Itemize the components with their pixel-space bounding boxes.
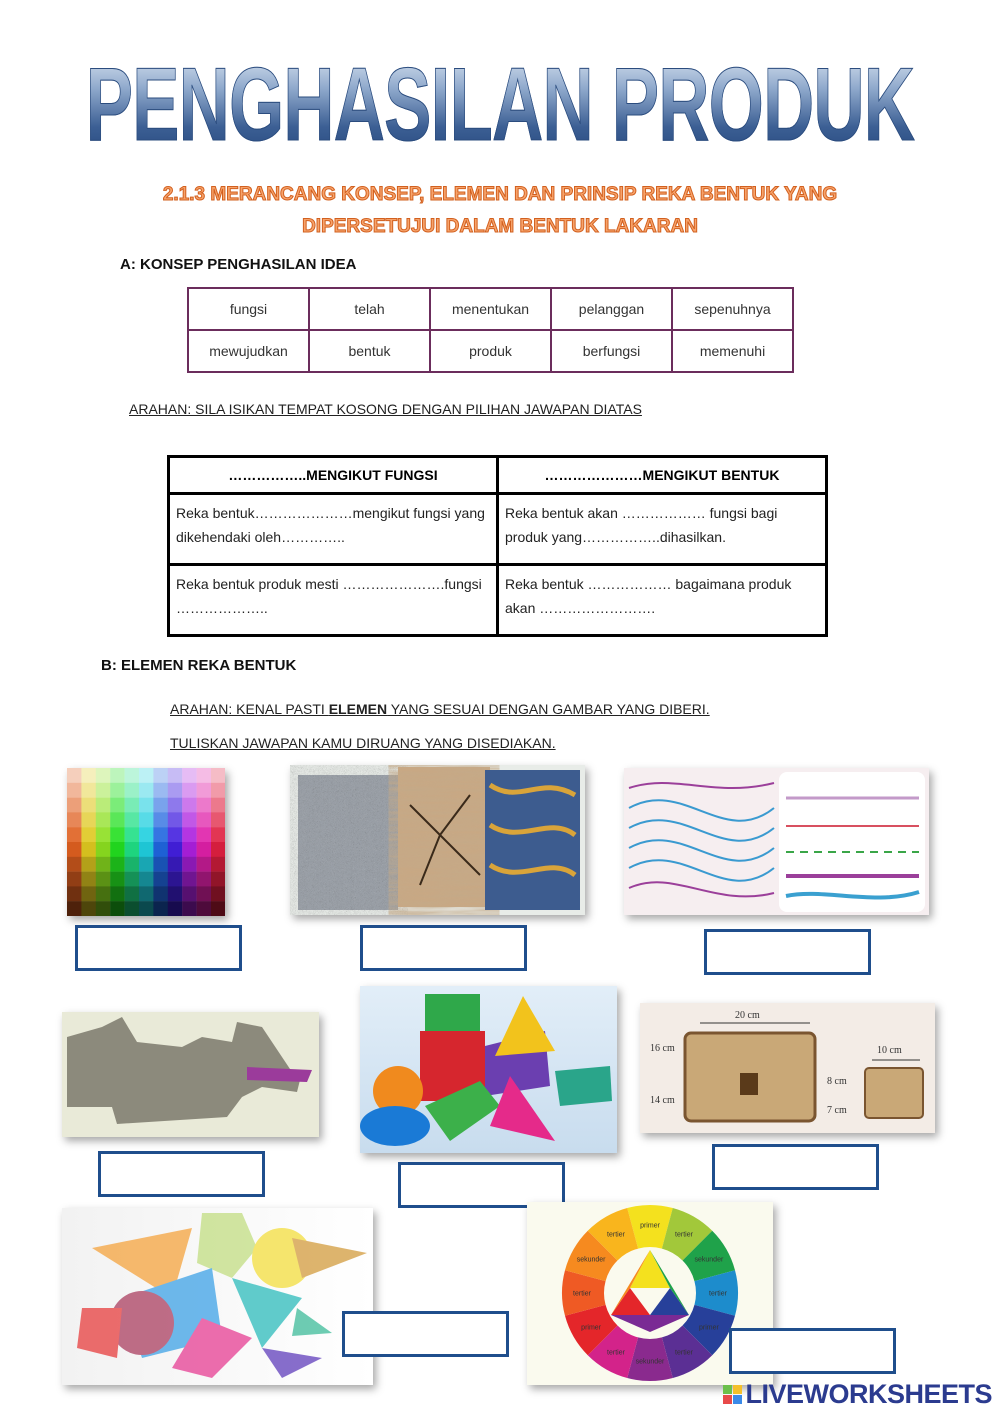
palette-swatch (110, 768, 125, 783)
palette-swatch (125, 798, 140, 813)
palette-swatch (211, 768, 225, 783)
palette-swatch (153, 768, 168, 783)
palette-swatch (197, 812, 212, 827)
3d-forms-image (360, 986, 617, 1153)
answer-box-8[interactable] (729, 1328, 896, 1374)
palette-swatch (182, 783, 197, 798)
palette-swatch (67, 842, 82, 857)
palette-swatch (96, 827, 111, 842)
wheel-label: primer (640, 1222, 660, 1230)
palette-swatch (67, 857, 82, 872)
palette-swatch (153, 812, 168, 827)
palette-swatch (81, 857, 96, 872)
dim-label: 16 cm (650, 1043, 675, 1054)
palette-swatch (153, 857, 168, 872)
shape-image (62, 1012, 319, 1137)
palette-swatch (96, 768, 111, 783)
instruction-a: ARAHAN: SILA ISIKAN TEMPAT KOSONG DENGAN PILIHAN JAWAPAN DIATAS (129, 401, 642, 417)
palette-swatch (168, 783, 183, 798)
wheel-label: tertier (709, 1290, 727, 1298)
palette-swatch (139, 827, 154, 842)
palette-swatch (139, 768, 154, 783)
palette-swatch (81, 798, 96, 813)
palette-swatch (182, 842, 197, 857)
answer-box-7[interactable] (342, 1311, 509, 1357)
palette-swatch (182, 872, 197, 887)
fill-cell[interactable]: Reka bentuk…………………mengikut fungsi yang dikehendaki oleh………….. (169, 494, 498, 565)
subtitle-line1: 2.1.3 MERANCANG KONSEP, ELEMEN DAN PRINSIP REKA BENTUK YANG (162, 184, 838, 205)
palette-swatch (182, 812, 197, 827)
palette-swatch (125, 783, 140, 798)
palette-swatch (67, 901, 82, 916)
wheel-label: primer (698, 1324, 719, 1332)
overlapping-shapes-image (62, 1208, 373, 1385)
palette-swatch (139, 901, 154, 916)
palette-swatch (197, 768, 212, 783)
palette-swatch (139, 872, 154, 887)
palette-swatch (96, 798, 111, 813)
answer-box-6[interactable] (712, 1144, 879, 1190)
palette-swatch (197, 842, 212, 857)
palette-swatch (81, 827, 96, 842)
palette-swatch (96, 783, 111, 798)
palette-swatch (139, 842, 154, 857)
instruction-b (170, 701, 710, 717)
palette-swatch (168, 827, 183, 842)
fill-cell[interactable]: Reka bentuk akan ……………… fungsi bagi produk yang……………..dihasilkan. (498, 494, 827, 565)
palette-swatch (110, 812, 125, 827)
section-a-heading: A: KONSEP PENGHASILAN IDEA (120, 256, 357, 273)
palette-swatch (139, 857, 154, 872)
palette-swatch (182, 857, 197, 872)
word: pelanggan (551, 288, 672, 330)
palette-swatch (211, 842, 225, 857)
palette-swatch (197, 783, 212, 798)
palette-swatch (67, 886, 82, 901)
dim-label: 8 cm (827, 1076, 847, 1087)
palette-swatch (110, 901, 125, 916)
palette-swatch (96, 872, 111, 887)
word: fungsi (188, 288, 309, 330)
palette-swatch (153, 783, 168, 798)
palette-swatch (139, 783, 154, 798)
palette-swatch (153, 798, 168, 813)
palette-swatch (110, 886, 125, 901)
palette-swatch (125, 768, 140, 783)
palette-swatch (67, 812, 82, 827)
palette-swatch (211, 886, 225, 901)
palette-swatch (125, 872, 140, 887)
palette-swatch (125, 812, 140, 827)
word: telah (309, 288, 430, 330)
page-title: PENGHASILAN PRODUK (85, 47, 915, 163)
instruction-bold: ELEMEN (328, 701, 388, 717)
palette-swatch (182, 827, 197, 842)
word: sepenuhnya (672, 288, 793, 330)
palette-swatch (96, 886, 111, 901)
palette-swatch (197, 886, 212, 901)
wheel-label: tertier (607, 1349, 625, 1357)
palette-swatch (197, 857, 212, 872)
palette-swatch (81, 768, 96, 783)
logo-icon (723, 1385, 742, 1404)
word: berfungsi (551, 330, 672, 372)
palette-swatch (197, 872, 212, 887)
palette-swatch (125, 842, 140, 857)
dim-label: 7 cm (827, 1105, 847, 1116)
palette-swatch (182, 901, 197, 916)
palette-swatch (211, 812, 225, 827)
wheel-label: tertier (675, 1231, 693, 1239)
palette-swatch (168, 901, 183, 916)
word: produk (430, 330, 551, 372)
palette-swatch (81, 872, 96, 887)
palette-swatch (197, 827, 212, 842)
section-b-heading: B: ELEMEN REKA BENTUK (101, 657, 297, 674)
word: menentukan (430, 288, 551, 330)
box-size-image (640, 1003, 935, 1133)
word: mewujudkan (188, 330, 309, 372)
palette-swatch (182, 886, 197, 901)
logo-text: LIVEWORKSHEETS (745, 1379, 992, 1409)
wheel-label: tertier (675, 1349, 693, 1357)
palette-swatch (110, 798, 125, 813)
palette-swatch (110, 872, 125, 887)
wheel-label: tertier (607, 1231, 625, 1239)
palette-swatch (67, 872, 82, 887)
instruction-text: ARAHAN: KENAL PASTI (170, 701, 329, 717)
palette-swatch (67, 798, 82, 813)
palette-swatch (125, 901, 140, 916)
wheel-label: primer (581, 1324, 602, 1332)
wheel-label: tertier (573, 1290, 591, 1298)
palette-swatch (168, 798, 183, 813)
answer-box-4[interactable] (98, 1151, 265, 1197)
palette-swatch (197, 798, 212, 813)
palette-swatch (81, 886, 96, 901)
palette-swatch (139, 812, 154, 827)
palette-swatch (153, 872, 168, 887)
answer-box-3[interactable] (704, 929, 871, 975)
palette-swatch (67, 768, 82, 783)
palette-swatch (168, 768, 183, 783)
palette-swatch (81, 842, 96, 857)
wheel-triangle (650, 1288, 689, 1315)
palette-swatch (211, 872, 225, 887)
palette-swatch (110, 842, 125, 857)
palette-swatch (67, 783, 82, 798)
palette-swatch (81, 783, 96, 798)
palette-swatch (211, 901, 225, 916)
word-bank-table (187, 287, 794, 373)
fill-cell[interactable]: Reka bentuk produk mesti ………………….fungsi ……………….. (169, 565, 498, 636)
palette-swatch (96, 812, 111, 827)
word: bentuk (309, 330, 430, 372)
palette-swatch (153, 827, 168, 842)
palette-swatch (182, 798, 197, 813)
wheel-triangle (630, 1250, 670, 1288)
palette-swatch (168, 886, 183, 901)
palette-swatch (81, 812, 96, 827)
palette-swatch (110, 857, 125, 872)
palette-swatch (67, 827, 82, 842)
subtitle-line2: DIPERSETUJUI DALAM BENTUK LAKARAN (302, 216, 698, 237)
palette-swatch (110, 827, 125, 842)
palette-swatch (197, 901, 212, 916)
palette-swatch (125, 857, 140, 872)
instruction-b2: TULISKAN JAWAPAN KAMU DIRUANG YANG DISEDIAKAN. (170, 735, 556, 751)
palette-swatch (139, 886, 154, 901)
wheel-label: sekunder (694, 1256, 724, 1264)
answer-box-1[interactable] (75, 925, 242, 971)
palette-swatch (153, 842, 168, 857)
palette-swatch (153, 901, 168, 916)
header-fungsi: ……………..MENGIKUT FUNGSI (169, 457, 498, 494)
palette-swatch (153, 886, 168, 901)
liveworksheets-logo (723, 1379, 992, 1410)
palette-swatch (168, 872, 183, 887)
palette-swatch (211, 783, 225, 798)
color-palette-image (67, 768, 225, 916)
answer-box-2[interactable] (360, 925, 527, 971)
palette-swatch (96, 857, 111, 872)
palette-swatch (182, 768, 197, 783)
palette-swatch (96, 842, 111, 857)
palette-swatch (139, 798, 154, 813)
palette-swatch (96, 901, 111, 916)
lines-image (624, 768, 929, 915)
palette-swatch (125, 886, 140, 901)
header-bentuk: …………………MENGIKUT BENTUK (498, 457, 827, 494)
palette-swatch (211, 827, 225, 842)
palette-swatch (81, 901, 96, 916)
dim-label: 10 cm (877, 1045, 902, 1056)
palette-swatch (168, 842, 183, 857)
palette-swatch (211, 798, 225, 813)
palette-swatch (168, 857, 183, 872)
wheel-triangle (611, 1288, 650, 1315)
texture-image (290, 765, 585, 915)
palette-swatch (110, 783, 125, 798)
palette-swatch (211, 857, 225, 872)
wheel-triangle (611, 1315, 689, 1332)
word: memenuhi (672, 330, 793, 372)
wheel-label: sekunder (576, 1256, 606, 1264)
wheel-label: sekunder (635, 1358, 665, 1366)
palette-swatch (125, 827, 140, 842)
palette-swatch (168, 812, 183, 827)
dim-label: 14 cm (650, 1095, 675, 1106)
fill-in-table (167, 455, 828, 637)
fill-cell[interactable]: Reka bentuk ……………… bagaimana produk akan ……………………. (498, 565, 827, 636)
instruction-text: YANG SESUAI DENGAN GAMBAR YANG DIBERI. (387, 701, 710, 717)
dim-label: 20 cm (735, 1010, 760, 1021)
